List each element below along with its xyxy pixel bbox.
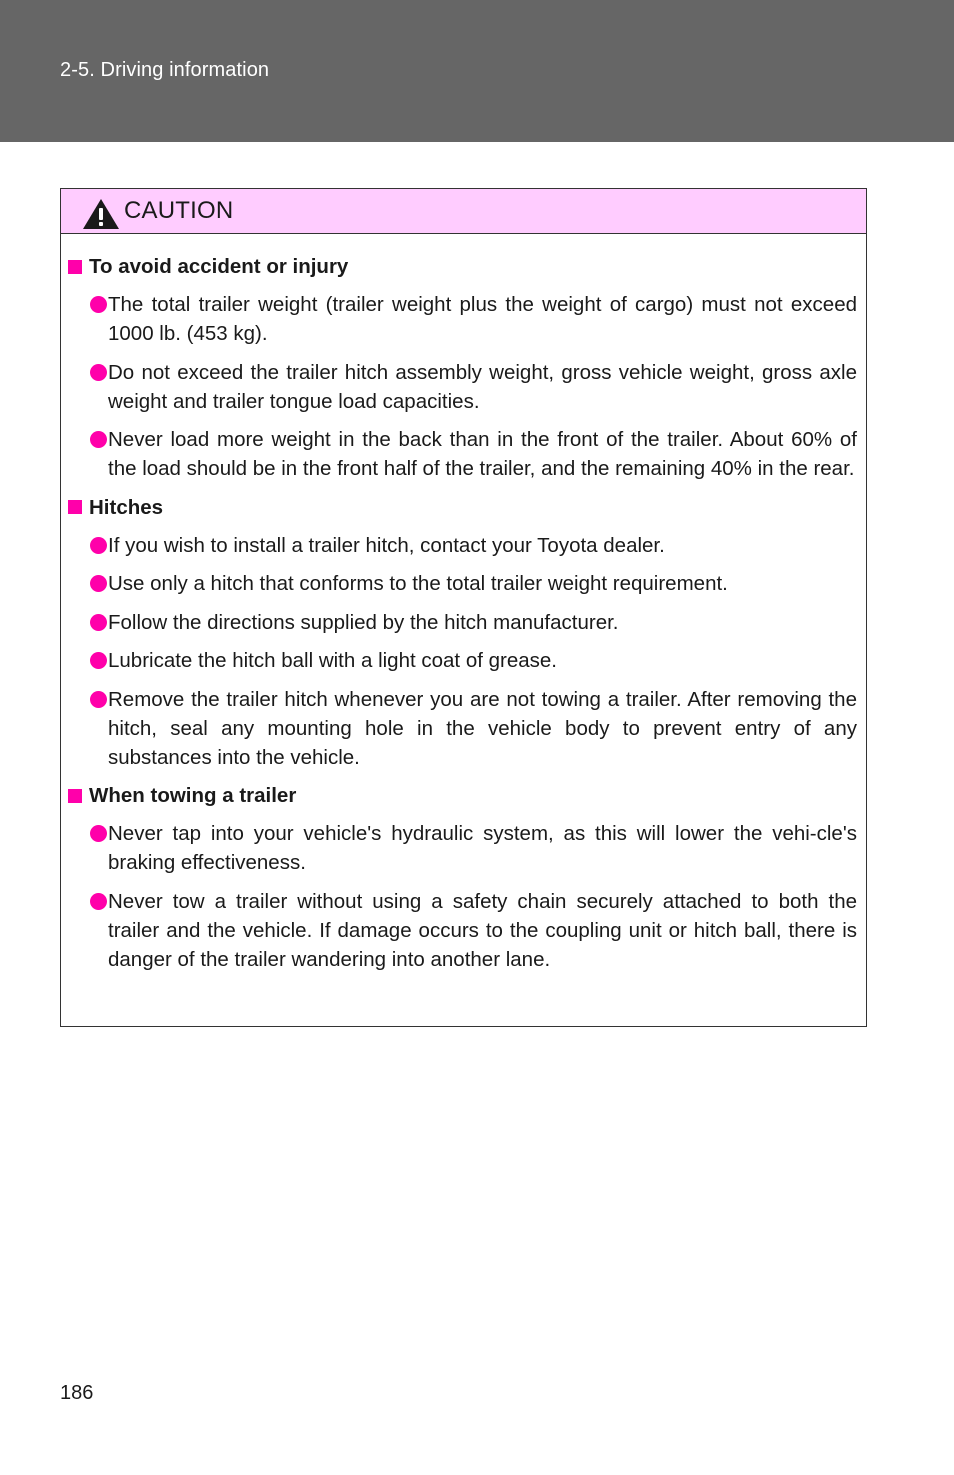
list-item	[68, 425, 857, 483]
section-heading	[68, 252, 857, 281]
list-item	[68, 887, 857, 974]
circle-bullet-icon	[90, 537, 107, 554]
circle-bullet-icon	[90, 614, 107, 631]
list-item	[68, 646, 857, 675]
circle-bullet-icon	[90, 652, 107, 669]
caution-title: CAUTION	[124, 197, 234, 224]
section-hitches	[68, 493, 857, 772]
section-avoid-accident	[68, 252, 857, 483]
circle-bullet-icon	[90, 364, 107, 381]
circle-bullet-icon	[90, 893, 107, 910]
list-item	[68, 608, 857, 637]
list-item	[68, 819, 857, 877]
list-item	[68, 685, 857, 772]
list-item-text: Do not exceed the trailer hitch assembly weight, gross vehicle weight, gross axle weight and trailer tongue load capacities.	[108, 360, 857, 413]
list-item-text: The total trailer weight (trailer weight plus the weight of cargo) must not exceed 1000 lb. (453 kg).	[108, 293, 857, 345]
circle-bullet-icon	[90, 691, 107, 708]
circle-bullet-icon	[90, 825, 107, 842]
page-number: 186	[60, 1382, 94, 1404]
warning-triangle-icon	[82, 198, 120, 230]
list-item-text: Lubricate the hitch ball with a light coat of grease.	[108, 649, 557, 672]
list-item-text: Never load more weight in the back than in the front of the trailer. About 60% of the load should be in the front half of the trailer, and the remaining 40% in the rear.	[108, 428, 857, 480]
list-item-text: Use only a hitch that conforms to the total trailer weight requirement.	[108, 572, 728, 595]
section-heading-text: To avoid accident or injury	[89, 255, 349, 278]
caution-header	[61, 189, 866, 234]
list-item	[68, 358, 857, 416]
list-item-text: Never tap into your vehicle's hydraulic system, as this will lower the vehi-cle's braking effectiveness.	[108, 822, 857, 874]
list-item-text: Remove the trailer hitch whenever you are not towing a trailer. After removing the hitch, seal any mounting hole in the vehicle body to prevent entry of any substances into the vehicle.	[108, 687, 857, 769]
square-bullet-icon	[68, 260, 82, 274]
circle-bullet-icon	[90, 431, 107, 448]
list-item-text: Never tow a trailer without using a safety chain securely attached to both the trailer and the vehicle. If damage occurs to the coupling unit or hitch ball, there is danger of the trailer wandering into another lane.	[108, 889, 857, 971]
caution-body	[61, 234, 866, 974]
circle-bullet-icon	[90, 575, 107, 592]
list-item	[68, 569, 857, 598]
section-heading	[68, 493, 857, 522]
section-heading-text: When towing a trailer	[89, 784, 297, 807]
circle-bullet-icon	[90, 296, 107, 313]
section-heading	[68, 781, 857, 810]
header-bar	[0, 0, 954, 142]
square-bullet-icon	[68, 500, 82, 514]
square-bullet-icon	[68, 789, 82, 803]
section-towing	[68, 781, 857, 974]
section-label: 2-5. Driving information	[60, 59, 270, 81]
caution-box	[60, 188, 867, 1027]
list-item-text: Follow the directions supplied by the hitch manufacturer.	[108, 610, 619, 634]
section-heading-text: Hitches	[89, 495, 164, 519]
list-item	[68, 290, 857, 348]
list-item	[68, 531, 857, 560]
list-item-text: If you wish to install a trailer hitch, contact your Toyota dealer.	[108, 533, 665, 557]
